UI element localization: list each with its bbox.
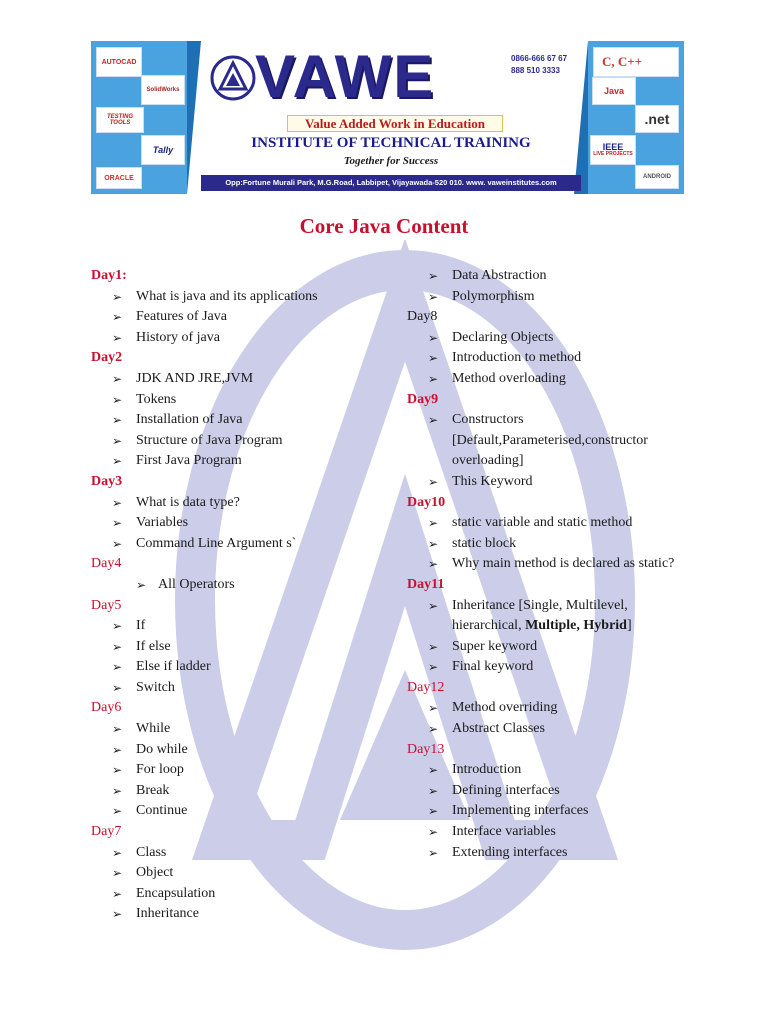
list-item: ➢ Tokens [91,390,391,411]
inheritance-types-text: Inheritance [Single, Multilevel, hierarchical, [452,597,628,634]
day7-list [91,843,391,925]
day1-list [91,287,391,349]
day-heading: Day12 [407,679,445,695]
list-item: ➢ Else if ladder [91,657,391,678]
day-heading: Day3 [91,473,123,489]
list-item: ➢ Defining interfaces [407,781,697,802]
list-item: ➢ Command Line Argument s` [91,534,391,555]
android-logo: ANDROID [635,165,679,189]
list-item: ➢ Final keyword [407,657,697,678]
list-item: ➢ First Java Program [91,451,391,472]
day-heading: Day13 [407,741,445,757]
right-column [407,266,697,863]
list-item: ➢ Do while [91,740,391,761]
list-item: ➢ Continue [91,801,391,822]
day12-list [407,698,697,739]
day-heading: Day5 [91,597,122,613]
day13-list [407,760,697,863]
oracle-logo: ORACLE [96,167,142,189]
list-item: ➢ Constructors [Default,Parameterised,constructor overloading] [407,410,697,472]
list-item: ➢ Why main method is declared as static? [407,554,697,575]
list-item: ➢ If else [91,637,391,658]
list-item: ➢ Inheritance [91,904,391,925]
list-item: ➢ Structure of Java Program [91,431,391,452]
list-item: ➢ Encapsulation [91,884,391,905]
tagline: Value Added Work in Education [287,115,503,132]
day11-list [407,596,697,678]
list-item: ➢ Class [91,843,391,864]
address-bar: Opp:Fortune Murali Park, M.G.Road, Labbipet, Vijayawada-520 010. www. vaweinstitutes.com [201,175,581,191]
day-heading: Day1: [91,268,127,283]
ieee-label: IEEE [602,142,624,152]
ieee-logo [590,135,636,165]
day-heading: Day9 [407,391,439,407]
list-item: ➢ All Operators [91,575,391,596]
autocad-logo: AUTOCAD [96,47,142,77]
motto: Together for Success [343,155,439,167]
list-item: ➢ Switch [91,678,391,699]
vawe-emblem-icon [210,55,256,101]
list-item: ➢ Variables [91,513,391,534]
list-item: ➢ This Keyword [407,472,697,493]
list-item: ➢ Method overriding [407,698,697,719]
list-item: ➢ Abstract Classes [407,719,697,740]
day-heading: Day2 [91,350,123,366]
day-heading: Day6 [91,700,122,716]
live-projects-label: LIVE PROJECTS [593,151,633,157]
testing-tools-logo: TESTING TOOLS [96,107,144,133]
list-item: ➢ What is data type? [91,493,391,514]
dotnet-logo: .net [635,105,679,133]
brand-name: VAWE [255,43,436,110]
day-heading: Day8 [407,309,438,325]
list-item [407,596,697,637]
day2-list [91,369,391,472]
page-title: Core Java Content [299,214,469,238]
list-item: ➢ Polymorphism [407,287,697,308]
phone-2: 888 510 3333 [511,66,560,75]
list-item: ➢ Introduction [407,760,697,781]
day-heading: Day4 [91,556,122,572]
list-item: ➢ static variable and static method [407,513,697,534]
inheritance-types-bold: Multiple, Hybrid [525,618,627,634]
institute-name: INSTITUTE OF TECHNICAL TRAINING [251,135,531,151]
list-item: ➢ Break [91,781,391,802]
list-item: ➢ Method overloading [407,369,697,390]
list-item: ➢ Object [91,863,391,884]
list-item: ➢ Features of Java [91,307,391,328]
day-heading: Day10 [407,494,446,510]
list-item: ➢ Super keyword [407,637,697,658]
day10-list [407,513,697,575]
list-item: ➢ For loop [91,760,391,781]
list-item: ➢ static block [407,534,697,555]
list-item: ➢ History of java [91,328,391,349]
list-item: ➢ Data Abstraction [407,266,697,287]
day7-continued-list [407,266,697,307]
list-item: ➢ Installation of Java [91,410,391,431]
java-logo: Java [592,77,636,105]
tally-logo: Tally [141,135,185,165]
solidworks-logo: SolidWorks [141,75,185,105]
day-heading: Day7 [91,824,122,840]
list-item: ➢ Declaring Objects [407,328,697,349]
list-item: ➢ JDK AND JRE,JVM [91,369,391,390]
list-item: ➢ If [91,616,391,637]
list-item: ➢ While [91,719,391,740]
day8-list [407,328,697,390]
list-item: ➢ Introduction to method [407,348,697,369]
c-cpp-logo: C, C++ [593,47,679,77]
day3-list [91,493,391,555]
list-item: ➢ Extending interfaces [407,843,697,864]
header-banner [91,41,684,194]
inheritance-types-close: ] [626,618,632,634]
left-column [91,266,391,925]
phone-1: 0866-666 67 67 [511,54,568,63]
day9-list [407,410,697,492]
day-heading: Day11 [407,576,445,592]
list-item: ➢ Interface variables [407,822,697,843]
day4-list [91,575,391,596]
list-item: ➢ What is java and its applications [91,287,391,308]
day6-list [91,719,391,822]
list-item: ➢ Implementing interfaces [407,801,697,822]
contact-numbers [511,53,587,77]
day5-list [91,616,391,698]
